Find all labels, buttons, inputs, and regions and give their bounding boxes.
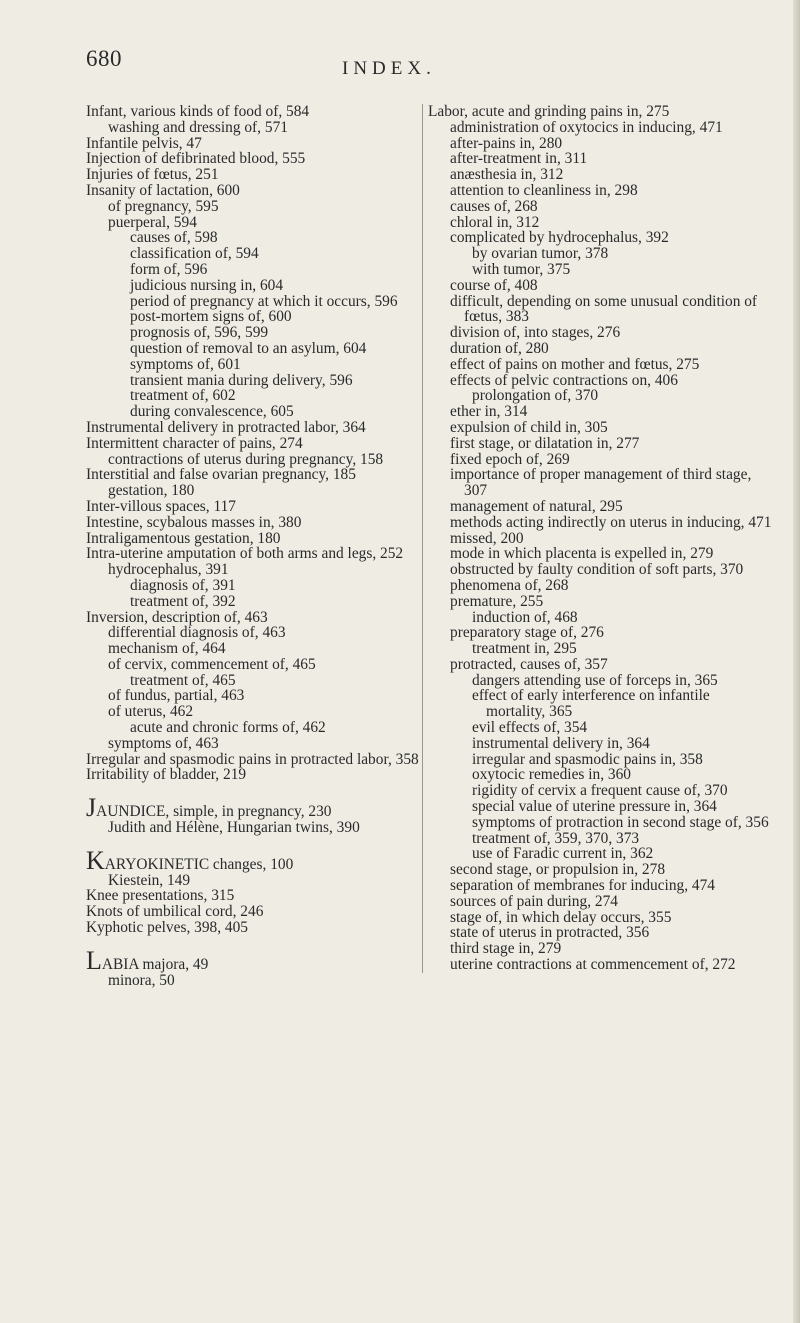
index-entry: [86, 167, 420, 183]
index-entry: [86, 945, 420, 975]
index-entry: [86, 420, 420, 436]
index-entry: [108, 215, 420, 231]
index-entry-text: period of pregnancy at which it occurs, 596: [130, 292, 398, 310]
index-entry-text: sources of pain during, 274: [450, 892, 618, 910]
index-entry-text: Infantile pelvis, 47: [86, 134, 202, 152]
index-entry: [86, 515, 420, 531]
index-entry: [130, 720, 420, 736]
index-entry-text: complicated by hydrocephalus, 392: [450, 229, 669, 247]
index-entry-text: Knee presentations, 315: [86, 887, 235, 905]
index-entry-text: question of removal to an asylum, 604: [130, 339, 367, 357]
index-entry-text: of pregnancy, 595: [108, 197, 219, 215]
index-entry: [108, 199, 420, 215]
index-entry-text: AUNDICE, simple, in pregnancy, 230: [96, 803, 332, 821]
index-entry-text: mode in which placenta is expelled in, 279: [450, 545, 714, 563]
index-entry: [86, 904, 420, 920]
index-entry-text: course of, 408: [450, 276, 538, 294]
index-entry-text: acute and chronic forms of, 462: [130, 719, 326, 737]
section-initial: J: [86, 793, 97, 823]
index-entry: [86, 136, 420, 152]
index-entry: [130, 341, 420, 357]
index-entry: [450, 404, 772, 420]
index-entry: [472, 846, 772, 862]
index-entry-text: stage of, in which delay occurs, 355: [450, 908, 672, 926]
index-entry-text: obstructed by faulty condition of soft parts, 370: [450, 561, 744, 579]
index-entry: [130, 246, 420, 262]
index-entry-text: importance of proper management of third stage, 307: [450, 466, 752, 500]
index-entry-text: Irregular and spasmodic pains in protracted labor, 358: [86, 750, 419, 768]
index-entry-text: special value of uterine pressure in, 364: [472, 798, 717, 816]
page-number: 680: [86, 46, 122, 71]
index-entry: [108, 641, 420, 657]
index-entry-text: of cervix, commencement of, 465: [108, 655, 316, 673]
index-entry-text: Injuries of fœtus, 251: [86, 166, 219, 184]
index-entry-text: by ovarian tumor, 378: [472, 245, 609, 263]
index-entry: [450, 278, 772, 294]
section-initial: L: [86, 945, 102, 975]
index-entry-text: Instrumental delivery in protracted labor, 364: [86, 418, 366, 436]
index-entry: [472, 736, 772, 752]
index-entry-text: treatment of, 392: [130, 592, 236, 610]
index-entry-text: during convalescence, 605: [130, 403, 294, 421]
index-entry-text: Infant, various kinds of food of, 584: [86, 103, 310, 120]
index-entry-text: effects of pelvic contractions on, 406: [450, 371, 678, 389]
index-entry: [86, 793, 420, 823]
index-entry-text: transient mania during delivery, 596: [130, 371, 353, 389]
index-entry: [450, 120, 772, 136]
index-entry-text: Judith and Hélène, Hungarian twins, 390: [108, 819, 360, 837]
index-entry: [472, 831, 772, 847]
index-entry: [450, 657, 772, 673]
page-edge: [793, 0, 800, 1323]
index-entry: [450, 894, 772, 910]
index-entry: [472, 246, 772, 262]
index-entry-text: hydrocephalus, 391: [108, 561, 229, 579]
index-entry-text: premature, 255: [450, 592, 544, 610]
index-entry: [472, 815, 772, 831]
running-head: INDEX.: [342, 58, 436, 79]
index-entry: [450, 199, 772, 215]
index-entry-text: causes of, 598: [130, 229, 218, 247]
index-entry-text: treatment in, 295: [472, 640, 577, 658]
index-entry-text: Intermittent character of pains, 274: [86, 434, 303, 452]
index-entry-text: puerperal, 594: [108, 213, 197, 231]
index-entry-text: chloral in, 312: [450, 213, 540, 231]
index-entry: [450, 452, 772, 468]
index-entry-text: anæsthesia in, 312: [450, 166, 564, 184]
index-entry: [450, 957, 772, 973]
index-entry: [450, 562, 772, 578]
index-entry-text: first stage, or dilatation in, 277: [450, 434, 640, 452]
index-entry-text: Labor, acute and grinding pains in, 275: [428, 103, 670, 120]
index-entry-text: effect of pains on mother and fœtus, 275: [450, 355, 700, 373]
index-entry: [86, 436, 420, 452]
index-entry-text: Kyphotic pelves, 398, 405: [86, 919, 249, 937]
index-entry-text: of fundus, partial, 463: [108, 687, 245, 705]
index-entry: [86, 845, 420, 875]
index-entry: [86, 767, 420, 783]
index-entry: [450, 594, 772, 610]
index-entry: [108, 820, 420, 836]
index-entry: [86, 531, 420, 547]
index-entry: [130, 294, 420, 310]
index-column-right: [422, 104, 772, 973]
index-entry: [450, 436, 772, 452]
index-entry-text: ether in, 314: [450, 403, 528, 421]
index-entry: [472, 799, 772, 815]
index-entry-text: attention to cleanliness in, 298: [450, 181, 638, 199]
index-entry-text: after-treatment in, 311: [450, 150, 588, 168]
index-entry-text: Intraligamentous gestation, 180: [86, 529, 281, 547]
index-entry: [450, 230, 772, 246]
index-entry-text: missed, 200: [450, 529, 524, 547]
index-entry-text: Kiestein, 149: [108, 871, 191, 889]
index-entry-text: rigidity of cervix a frequent cause of, 370: [472, 782, 728, 800]
index-entry: [86, 467, 420, 483]
index-entry: [86, 752, 420, 768]
index-entry: [472, 673, 772, 689]
index-entry: [450, 420, 772, 436]
index-entry: [450, 546, 772, 562]
index-entry-text: Intra-uterine amputation of both arms and legs, 252: [86, 545, 404, 563]
index-entry-text: difficult, depending on some unusual condition of fœtus, 383: [450, 292, 758, 326]
index-entry: [472, 720, 772, 736]
index-entry: [86, 546, 420, 562]
index-entry-text: second stage, or propulsion in, 278: [450, 861, 666, 879]
index-entry: [450, 578, 772, 594]
index-entry: [472, 641, 772, 657]
index-entry: [86, 183, 420, 199]
index-entry-text: mechanism of, 464: [108, 640, 226, 658]
index-entry: [450, 862, 772, 878]
index-entry-text: contractions of uterus during pregnancy, 158: [108, 450, 384, 468]
index-entry: [86, 104, 420, 120]
section-initial: K: [86, 845, 105, 875]
index-entry: [450, 625, 772, 641]
index-entry-text: duration of, 280: [450, 339, 549, 357]
index-entry: [130, 673, 420, 689]
index-entry-text: Insanity of lactation, 600: [86, 181, 240, 199]
index-entry-text: Knots of umbilical cord, 246: [86, 903, 264, 921]
index-entry: [450, 467, 772, 499]
index-entry-text: methods acting indirectly on uterus in inducing, 471: [450, 513, 772, 531]
index-entry-text: causes of, 268: [450, 197, 538, 215]
index-entry: [130, 278, 420, 294]
index-entry-text: after-pains in, 280: [450, 134, 563, 152]
index-entry: [450, 167, 772, 183]
index-entry: [130, 325, 420, 341]
index-entry-text: fixed epoch of, 269: [450, 450, 570, 468]
index-entry-text: ARYOKINETIC changes, 100: [104, 855, 294, 873]
index-entry: [450, 531, 772, 547]
index-entry-text: diagnosis of, 391: [130, 576, 236, 594]
index-entry: [130, 594, 420, 610]
index-entry: [86, 499, 420, 515]
index-entry-text: Injection of defibrinated blood, 555: [86, 150, 306, 168]
index-entry: [450, 136, 772, 152]
index-entry-text: treatment of, 359, 370, 373: [472, 829, 640, 847]
index-entry-text: ABIA majora, 49: [101, 955, 209, 973]
index-entry: [108, 483, 420, 499]
index-entry-text: symptoms of, 463: [108, 734, 219, 752]
index-entry: [86, 888, 420, 904]
index-entry-text: preparatory stage of, 276: [450, 624, 604, 642]
index-entry: [450, 357, 772, 373]
index-entry: [130, 373, 420, 389]
index-entry-text: gestation, 180: [108, 482, 195, 500]
index-entry: [108, 973, 420, 989]
index-entry: [130, 230, 420, 246]
index-entry-text: phenomena of, 268: [450, 576, 569, 594]
index-entry: [450, 941, 772, 957]
index-entry-text: Intestine, scybalous masses in, 380: [86, 513, 302, 531]
index-entry: [108, 452, 420, 468]
index-entry-text: use of Faradic current in, 362: [472, 845, 654, 863]
index-entry: [450, 499, 772, 515]
index-entry-text: dangers attending use of forceps in, 365: [472, 671, 718, 689]
index-entry: [108, 873, 420, 889]
index-entry-text: instrumental delivery in, 364: [472, 734, 650, 752]
index-entry: [472, 610, 772, 626]
index-entry: [450, 373, 772, 389]
index-entry: [472, 767, 772, 783]
index-entry-text: classification of, 594: [130, 245, 259, 263]
index-entry-text: irregular and spasmodic pains in, 358: [472, 750, 703, 768]
index-entry: [450, 910, 772, 926]
index-entry: [428, 104, 772, 120]
index-entry: [86, 610, 420, 626]
index-entry-text: symptoms of, 601: [130, 355, 241, 373]
index-entry-text: judicious nursing in, 604: [130, 276, 284, 294]
index-entry: [86, 920, 420, 936]
index-entry-text: protracted, causes of, 357: [450, 655, 608, 673]
index-entry-text: evil effects of, 354: [472, 719, 588, 737]
index-entry-text: oxytocic remedies in, 360: [472, 766, 631, 784]
index-entry-text: expulsion of child in, 305: [450, 418, 608, 436]
index-entry-text: post-mortem signs of, 600: [130, 308, 292, 326]
index-entry: [472, 688, 772, 720]
index-entry: [450, 325, 772, 341]
index-entry: [130, 309, 420, 325]
index-entry: [130, 357, 420, 373]
index-entry-text: administration of oxytocics in inducing, 471: [450, 118, 723, 136]
index-entry-text: effect of early interference on infantile mortality, 365: [472, 687, 710, 721]
index-entry: [472, 388, 772, 404]
index-entry-text: with tumor, 375: [472, 260, 571, 278]
index-entry: [108, 736, 420, 752]
index-entry-text: uterine contractions at commencement of, 272: [450, 956, 736, 974]
index-entry: [108, 120, 420, 136]
index-entry-text: management of natural, 295: [450, 497, 623, 515]
index-entry: [472, 752, 772, 768]
index-entry-text: Interstitial and false ovarian pregnancy, 185: [86, 466, 356, 484]
index-entry: [108, 562, 420, 578]
index-entry: [108, 625, 420, 641]
index-entry-text: Irritability of bladder, 219: [86, 766, 247, 784]
index-entry-text: washing and dressing of, 571: [108, 118, 288, 136]
index-entry: [108, 657, 420, 673]
index-entry: [108, 688, 420, 704]
index-entry-text: treatment of, 465: [130, 671, 236, 689]
index-entry: [472, 262, 772, 278]
index-entry-text: state of uterus in protracted, 356: [450, 924, 650, 942]
index-entry: [86, 151, 420, 167]
index-entry-text: prognosis of, 596, 599: [130, 324, 269, 342]
index-column-left: [86, 104, 420, 988]
index-entry-text: symptoms of protraction in second stage of, 356: [472, 813, 769, 831]
index-entry: [450, 183, 772, 199]
index-entry-text: treatment of, 602: [130, 387, 236, 405]
index-entry-text: Inter-villous spaces, 117: [86, 497, 236, 515]
index-entry-text: minora, 50: [108, 971, 175, 989]
index-entry-text: induction of, 468: [472, 608, 578, 626]
index-entry: [450, 925, 772, 941]
index-entry-text: separation of membranes for inducing, 474: [450, 877, 715, 895]
index-entry: [450, 215, 772, 231]
index-entry: [130, 388, 420, 404]
index-entry: [108, 704, 420, 720]
index-entry: [130, 404, 420, 420]
index-entry: [130, 578, 420, 594]
index-entry-text: third stage in, 279: [450, 940, 562, 958]
index-entry-text: differential diagnosis of, 463: [108, 624, 286, 642]
index-entry-text: division of, into stages, 276: [450, 324, 621, 342]
index-entry: [450, 341, 772, 357]
index-entry: [450, 151, 772, 167]
index-entry-text: form of, 596: [130, 260, 208, 278]
index-entry: [450, 294, 772, 326]
index-entry: [450, 515, 772, 531]
index-entry-text: Inversion, description of, 463: [86, 608, 268, 626]
index-entry-text: of uterus, 462: [108, 703, 194, 721]
index-entry-text: prolongation of, 370: [472, 387, 599, 405]
index-entry: [130, 262, 420, 278]
index-entry: [450, 878, 772, 894]
index-entry: [472, 783, 772, 799]
